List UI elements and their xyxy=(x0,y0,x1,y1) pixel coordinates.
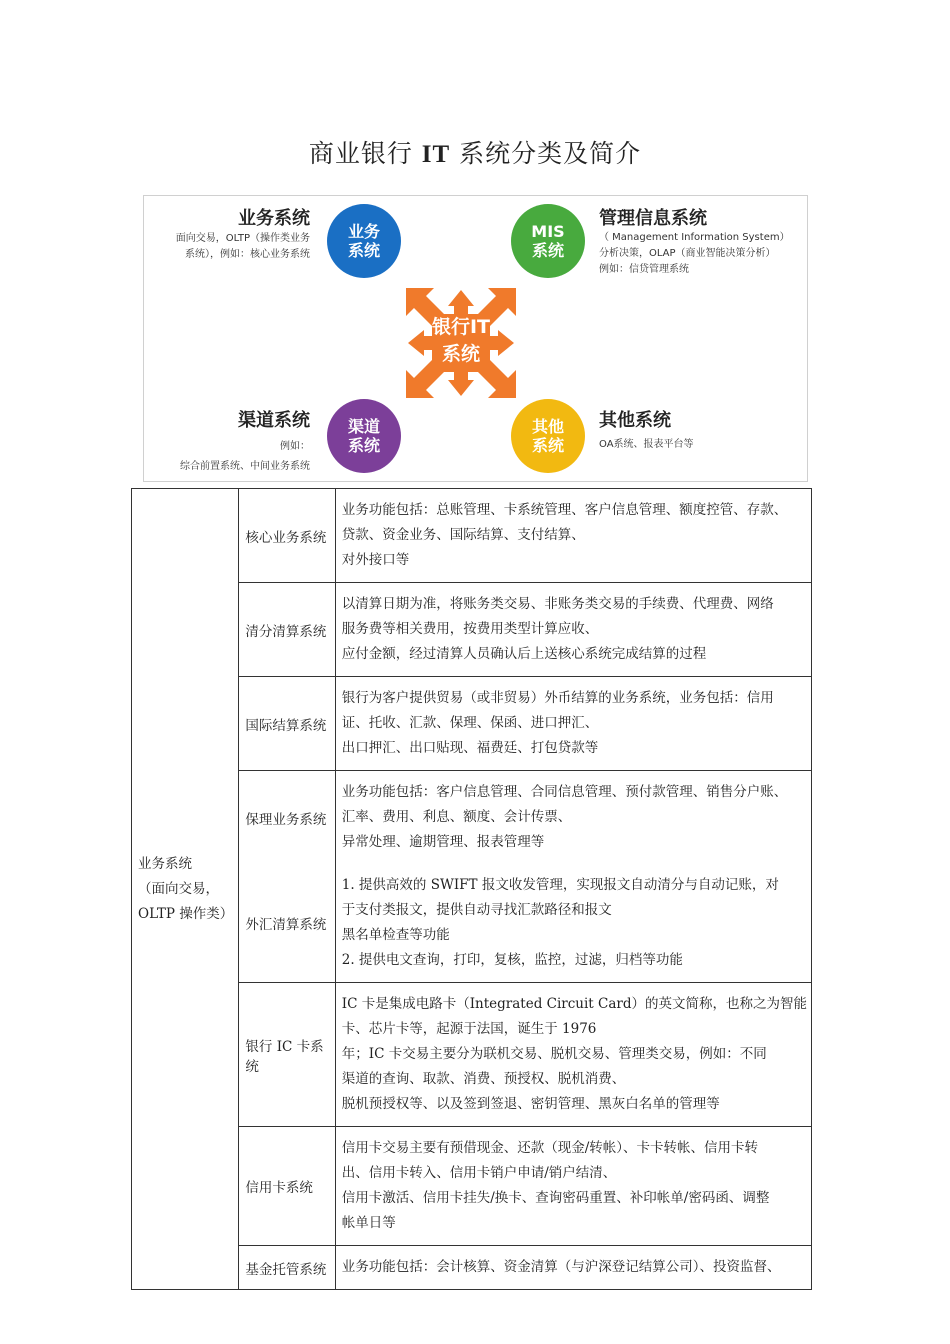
system-desc: IC 卡是集成电路卡（Integrated Circuit Card）的英文简称，也称之为智能 卡、芯片卡等，起源于法国，诞生于 1976 年；IC 卡交易主要分为联机交易、脱机交易、管理类交易，例如：不同 渠道的查询、取款、消费、预授权、脱机消费、 脱机预授权等、以及签到签退、密钥管理、黑灰白名单的管理等 xyxy=(335,983,811,1127)
system-desc: 业务功能包括：客户信息管理、合同信息管理、预付款管理、销售分户账、 汇率、费用、利息、额度、会计传票、 异常处理、逾期管理、报表管理等 xyxy=(335,771,811,865)
system-name: 信用卡系统 xyxy=(239,1127,335,1246)
business-system-desc: 面向交易，OLTP（操作类业务 系统），例如：核心业务系统 xyxy=(175,233,310,260)
system-name: 保理业务系统 xyxy=(239,771,335,865)
system-table xyxy=(131,488,812,1290)
system-desc: 信用卡交易主要有预借现金、还款（现金/转帐）、卡卡转帐、信用卡转 出、信用卡转入、信用卡销户申请/销户结清、 信用卡激活、信用卡挂失/换卡、查询密码重置、补印帐单/密码函、调整 帐单日等 xyxy=(335,1127,811,1246)
other-system-title: 其他系统 xyxy=(599,410,671,431)
system-desc: 银行为客户提供贸易（或非贸易）外币结算的业务系统，业务包括：信用 证、托收、汇款、保理、保函、进口押汇、 出口押汇、出口贴现、福费廷、打包贷款等 xyxy=(335,677,811,771)
system-desc: 1. 提供高效的 SWIFT 报文收发管理，实现报文自动清分与自动记账，对 于支付类报文，提供自动寻找汇款路径和报文 黑名单检查等功能 2. 提供电文查询，打印，复核，监控，过滤，归档等功能 xyxy=(335,864,811,983)
system-name: 清分清算系统 xyxy=(239,583,335,677)
system-name: 外汇清算系统 xyxy=(239,864,335,983)
business-system-title: 业务系统 xyxy=(238,208,310,229)
channel-system-circle: 渠道 系统 xyxy=(327,399,401,473)
mis-system-desc: （ Management Information System） 分析决策，OLAP（商业智能决策分析） 例如：信贷管理系统 xyxy=(599,232,790,275)
category-cell: 业务系统 （面向交易， OLTP 操作类） xyxy=(132,489,239,1290)
mis-system-circle: MIS 系统 xyxy=(511,204,585,278)
it-system-diagram xyxy=(143,195,808,482)
business-system-circle: 业务 系统 xyxy=(327,204,401,278)
system-name: 核心业务系统 xyxy=(239,489,335,583)
mis-system-title: 管理信息系统 xyxy=(599,208,707,229)
system-desc: 以清算日期为准，将账务类交易、非账务类交易的手续费、代理费、网络 服务费等相关费用，按费用类型计算应收、 应付金额，经过清算人员确认后上送核心系统完成结算的过程 xyxy=(335,583,811,677)
channel-system-desc: 例如： 综合前置系统、中间业务系统 xyxy=(180,441,310,472)
system-name: 基金托管系统 xyxy=(239,1246,335,1290)
system-name: 国际结算系统 xyxy=(239,677,335,771)
table-row xyxy=(132,489,812,583)
document-title: 商业银行 IT 系统分类及简介 xyxy=(308,139,642,168)
other-system-circle: 其他 系统 xyxy=(511,399,585,473)
system-desc: 业务功能包括：会计核算、资金清算（与沪深登记结算公司）、投资监督、 xyxy=(335,1246,811,1290)
other-system-desc: OA系统、报表平台等 xyxy=(599,439,694,450)
center-label: 银行IT 系统 xyxy=(431,316,491,365)
system-desc: 业务功能包括：总账管理、卡系统管理、客户信息管理、额度控管、存款、 贷款、资金业务、国际结算、支付结算、 对外接口等 xyxy=(335,489,811,583)
channel-system-title: 渠道系统 xyxy=(238,410,310,431)
system-name: 银行 IC 卡系统 xyxy=(239,983,335,1127)
